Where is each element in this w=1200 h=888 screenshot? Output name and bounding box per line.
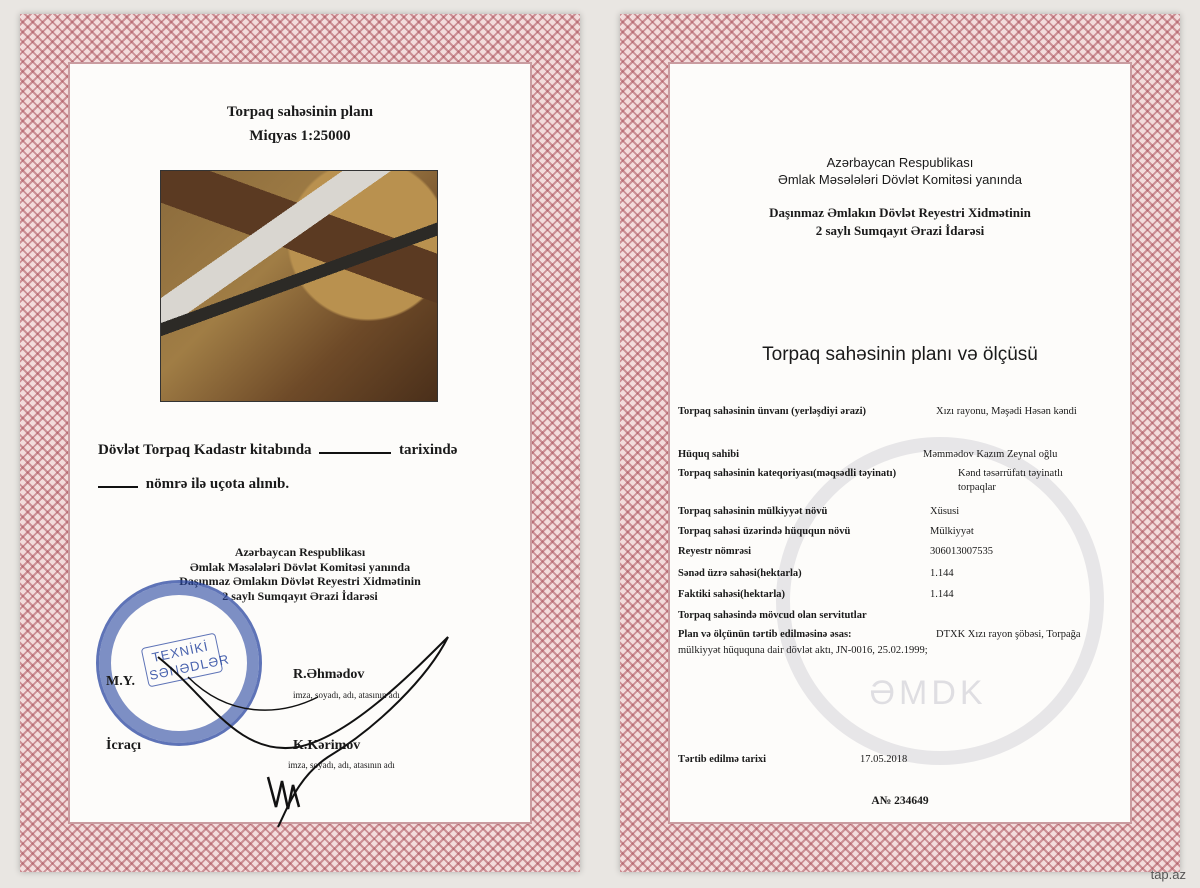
field-label-document-area: Sənəd üzrə sahəsi(hektarla)	[678, 568, 802, 579]
executor-label: İcraçı	[106, 738, 141, 753]
mp-label: M.Y.	[106, 674, 136, 689]
field-value-basis: DTXK Xızı rayon şöbəsi, Torpağa	[936, 629, 1081, 640]
header-line-3: Daşınmaz Əmlakın Dövlət Reyestri Xidmətinin	[769, 205, 1031, 220]
aerial-photo	[160, 170, 438, 402]
field-value-actual-area: 1.144	[930, 589, 954, 600]
signer1-caption: imza, soyadı, adı, atasının adı	[293, 690, 400, 700]
office-block	[668, 204, 1132, 240]
left-page	[20, 14, 580, 872]
field-label-address: Torpaq sahəsinin ünvanı (yerləşdiyi ərazi)	[678, 406, 867, 417]
field-label-ownership-type: Torpaq sahəsinin mülkiyyət növü	[678, 506, 828, 517]
site-credit: tap.az	[1150, 867, 1186, 882]
watermark-label: ƏMDK	[869, 674, 987, 712]
issuer-line-4: 2 saylı Sumqayıt Ərazi İdarəsi	[222, 588, 378, 603]
field-value-owner: Məmmədov Kazım Zeynal oğlu	[923, 449, 1058, 460]
date-label: Tərtib edilmə tarixi	[678, 754, 767, 765]
field-label-owner: Hüquq sahibi	[678, 449, 740, 460]
plan-title: Torpaq sahəsinin planı	[226, 104, 374, 120]
field-value-ownership-type: Xüsusi	[930, 506, 960, 517]
right-page	[620, 14, 1180, 872]
scale-text: Miqyas 1:25000	[249, 128, 351, 144]
field-value-basis-2: mülkiyyət hüququna dair dövlət aktı, JN-0016, 25.02.1999;	[678, 645, 928, 656]
field-label-right-type: Torpaq sahəsi üzərində hüququn növü	[678, 526, 851, 537]
left-page-content	[68, 62, 532, 824]
kadastr-text-2: nömrə ilə uçota alınıb.	[145, 476, 290, 492]
watermark-seal	[776, 437, 1104, 765]
header-line-4: 2 saylı Sumqayıt Ərazi İdarəsi	[815, 223, 985, 238]
signature-drawing	[148, 617, 468, 847]
serial-number: A№ 234649	[871, 795, 929, 807]
kadastr-line-2	[98, 476, 289, 493]
header-block	[668, 154, 1132, 188]
issuer-line-2: Əmlak Məsələləri Dövlət Komitəsi yanında	[189, 559, 411, 574]
signer1-name: R.Əhmədov	[293, 667, 365, 682]
field-value-category: Kənd təsərrüfatı təyinatlı	[958, 468, 1063, 479]
kadastr-text-a: Dövlət Torpaq Kadastr kitabında	[98, 442, 312, 458]
field-label-actual-area: Faktiki sahəsi(hektarla)	[678, 589, 786, 600]
field-value-document-area: 1.144	[930, 568, 954, 579]
field-value-registry-number: 306013007535	[930, 546, 993, 557]
field-label-servitudes: Torpaq sahəsində mövcud olan servitutlar	[678, 610, 867, 621]
signer2-caption: imza, soyadı, adı, atasının adı	[288, 760, 395, 770]
field-value-right-type: Mülkiyyət	[930, 526, 974, 537]
field-label-basis: Plan və ölçünün tərtib edilməsinə əsas:	[678, 629, 852, 640]
field-value-address: Xızı rayonu, Məşədi Həsən kəndi	[936, 406, 1077, 417]
issuer-line-1: Azərbaycan Respublikası	[234, 545, 366, 559]
right-page-content	[668, 62, 1132, 824]
issuer-line-3: Daşınmaz Əmlakın Dövlət Reyestri Xidmətinin	[179, 574, 421, 588]
number-blank	[98, 486, 138, 488]
field-value-category-2: torpaqlar	[958, 482, 996, 493]
date-value: 17.05.2018	[860, 754, 908, 765]
kadastr-line-1	[98, 442, 457, 459]
field-label-category: Torpaq sahəsinin kateqoriyası(məqsədli təyinatı)	[678, 468, 897, 479]
signer2-name: K.Kərimov	[293, 738, 361, 753]
header-line-1: Azərbaycan Respublikası	[826, 155, 974, 170]
stamp-label: TEXNİKİ SƏNƏDLƏR	[141, 633, 224, 688]
document-title: Torpaq sahəsinin planı və ölçüsü	[762, 344, 1038, 365]
date-blank	[319, 452, 391, 454]
field-label-registry-number: Reyestr nömrəsi	[678, 546, 751, 557]
kadastr-text-b: tarixində	[399, 442, 458, 458]
header-line-2: Əmlak Məsələləri Dövlət Komitəsi yanında	[778, 172, 1022, 187]
